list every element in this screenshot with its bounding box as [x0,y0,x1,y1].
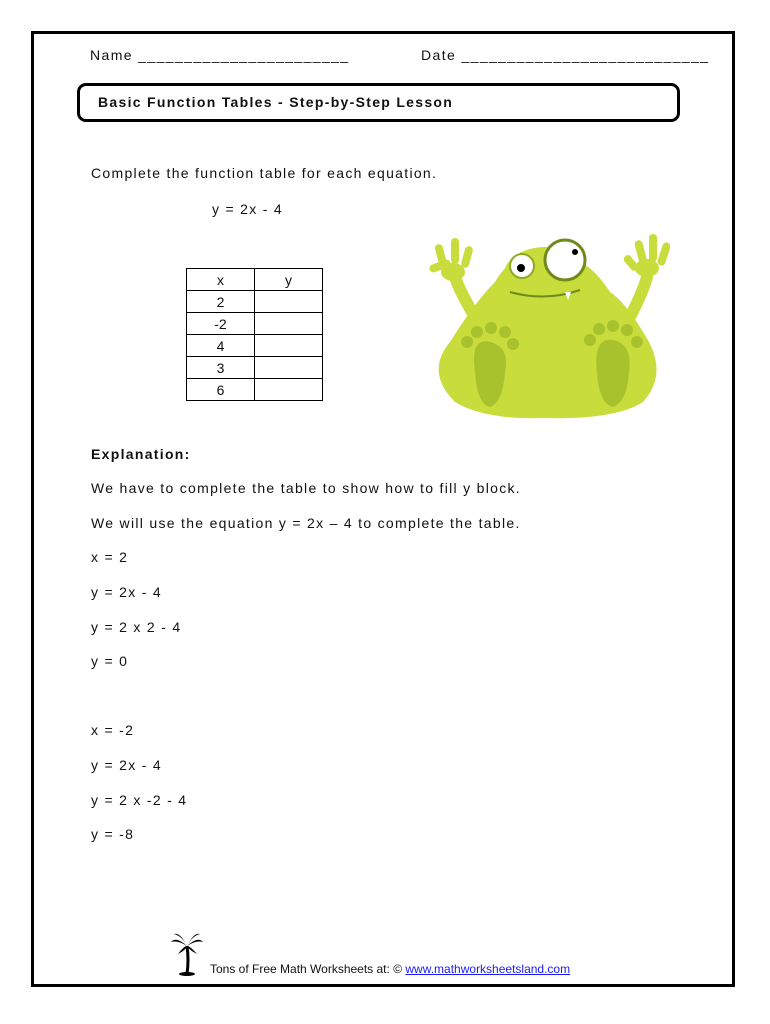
table-cell-y[interactable] [255,291,323,313]
explanation-paragraph: We have to complete the table to show how to fill y block. [91,480,521,496]
table-cell-x: 6 [187,379,255,401]
table-row [187,313,323,335]
step-line: y = 2x - 4 [91,757,162,773]
step-line: y = 2x - 4 [91,584,162,600]
date-field-line: Date ___________________________ [421,47,710,63]
step-line: x = -2 [91,722,135,738]
table-header-y: y [255,269,323,291]
table-cell-y[interactable] [255,357,323,379]
table-cell-x: 4 [187,335,255,357]
step-line: y = 2 x 2 - 4 [91,619,182,635]
footer-text [210,962,570,976]
worksheet-title: Basic Function Tables - Step-by-Step Lesson [98,94,454,110]
table-cell-x: 2 [187,291,255,313]
explanation-paragraph: We will use the equation y = 2x – 4 to complete the table. [91,515,521,531]
table-header-x: x [187,269,255,291]
step-line: y = -8 [91,826,135,842]
table-row [187,379,323,401]
monster-big-eye [545,240,585,280]
footer-label: Tons of Free Math Worksheets at: © [210,962,406,976]
table-cell-x: 3 [187,357,255,379]
step-line: y = 0 [91,653,129,669]
table-row [187,357,323,379]
instructions: Complete the function table for each equation. [91,165,438,181]
table-cell-y[interactable] [255,335,323,357]
explanation-heading: Explanation: [91,446,191,462]
monster-right-hand [622,234,670,277]
table-row [187,291,323,313]
title-box [77,83,680,122]
monster-illustration [415,222,670,422]
step-line: x = 2 [91,549,129,565]
table-cell-x: -2 [187,313,255,335]
equation: y = 2x - 4 [212,201,283,217]
monster-left-hand [428,238,473,281]
footer-link[interactable]: www.mathworksheetsland.com [405,962,571,976]
function-table [186,268,323,401]
step-line: y = 2 x -2 - 4 [91,792,188,808]
table-cell-y[interactable] [255,379,323,401]
table-cell-y[interactable] [255,313,323,335]
table-row [187,335,323,357]
table-header-row [187,269,323,291]
palm-tree-icon [170,930,204,976]
name-field-line: Name _______________________ [90,47,350,63]
footer [170,930,610,975]
monster-right-arm [630,277,647,317]
